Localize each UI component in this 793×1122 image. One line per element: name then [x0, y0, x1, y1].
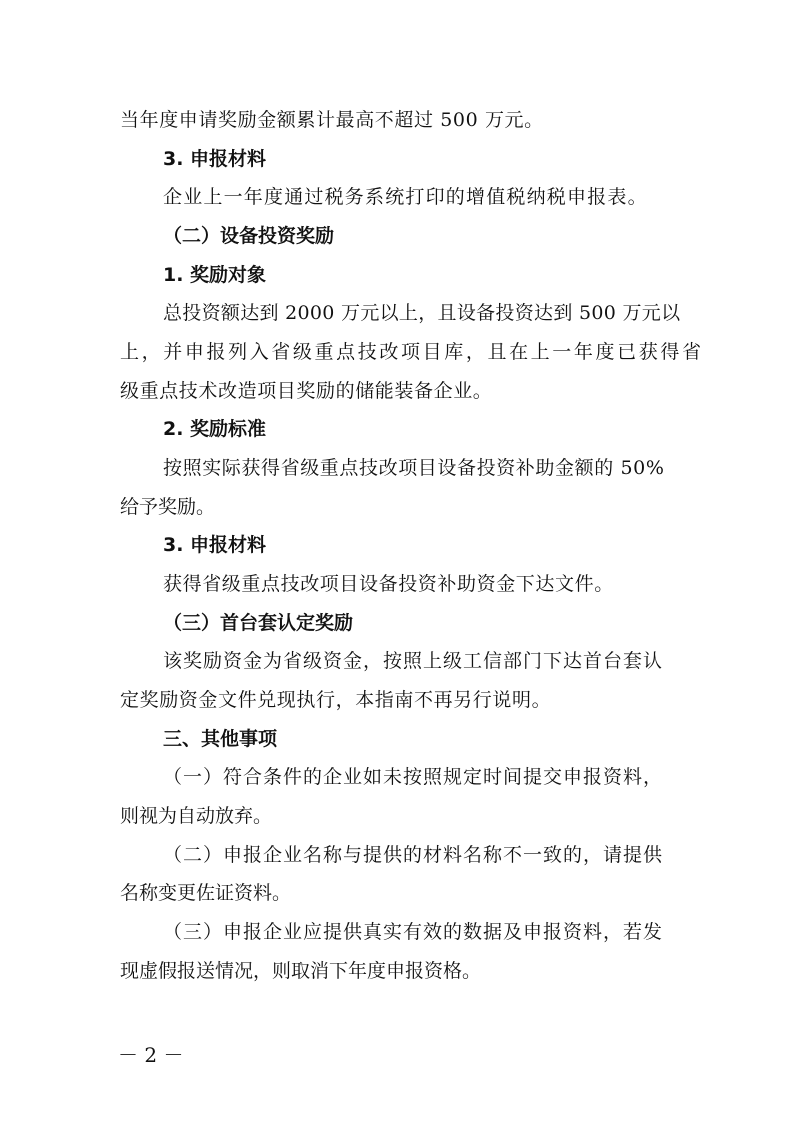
paragraph-line: 现虚假报送情况，则取消下年度申报资格。: [120, 960, 482, 982]
paragraph-line: 给予奖励。: [120, 496, 216, 518]
paragraph-line: 获得省级重点技改项目设备投资补助资金下达文件。: [163, 573, 614, 595]
paragraph-line: 按照实际获得省级重点技改项目设备投资补助金额的 50%: [163, 457, 665, 479]
paragraph-line: 则视为自动放弃。: [120, 805, 273, 827]
section-heading: （二）设备投资奖励: [163, 225, 335, 247]
paragraph-line: 企业上一年度通过税务系统打印的增值税纳税申报表。: [163, 186, 648, 208]
section-heading: （三）首台套认定奖励: [163, 612, 354, 634]
section-heading: 3. 申报材料: [163, 534, 267, 556]
section-heading: 1. 奖励对象: [163, 264, 267, 286]
paragraph-line: 该奖励资金为省级资金，按照上级工信部门下达首台套认: [163, 650, 664, 672]
paragraph-line: 当年度申请奖励金额累计最高不超过 500 万元。: [120, 109, 544, 131]
section-heading: 三、其他事项: [163, 728, 278, 750]
paragraph-line: （一）符合条件的企业如未按照规定时间提交申报资料，: [163, 766, 664, 788]
paragraph-line: 级重点技术改造项目奖励的储能装备企业。: [120, 380, 493, 402]
paragraph-line: （二）申报企业名称与提供的材料名称不一致的，请提供: [163, 844, 664, 866]
page-number: － 2 －: [118, 1043, 184, 1067]
paragraph-line: 上，并申报列入省级重点技改项目库，且在上一年度已获得省: [120, 341, 701, 363]
section-heading: 2. 奖励标准: [163, 418, 267, 440]
paragraph-line: （三）申报企业应提供真实有效的数据及申报资料，若发: [163, 921, 664, 943]
paragraph-line: 名称变更佐证资料。: [120, 882, 292, 904]
paragraph-line: 定奖励资金文件兑现执行，本指南不再另行说明。: [120, 689, 552, 711]
paragraph-line: 总投资额达到 2000 万元以上，且设备投资达到 500 万元以: [163, 302, 681, 324]
section-heading: 3. 申报材料: [163, 148, 267, 170]
